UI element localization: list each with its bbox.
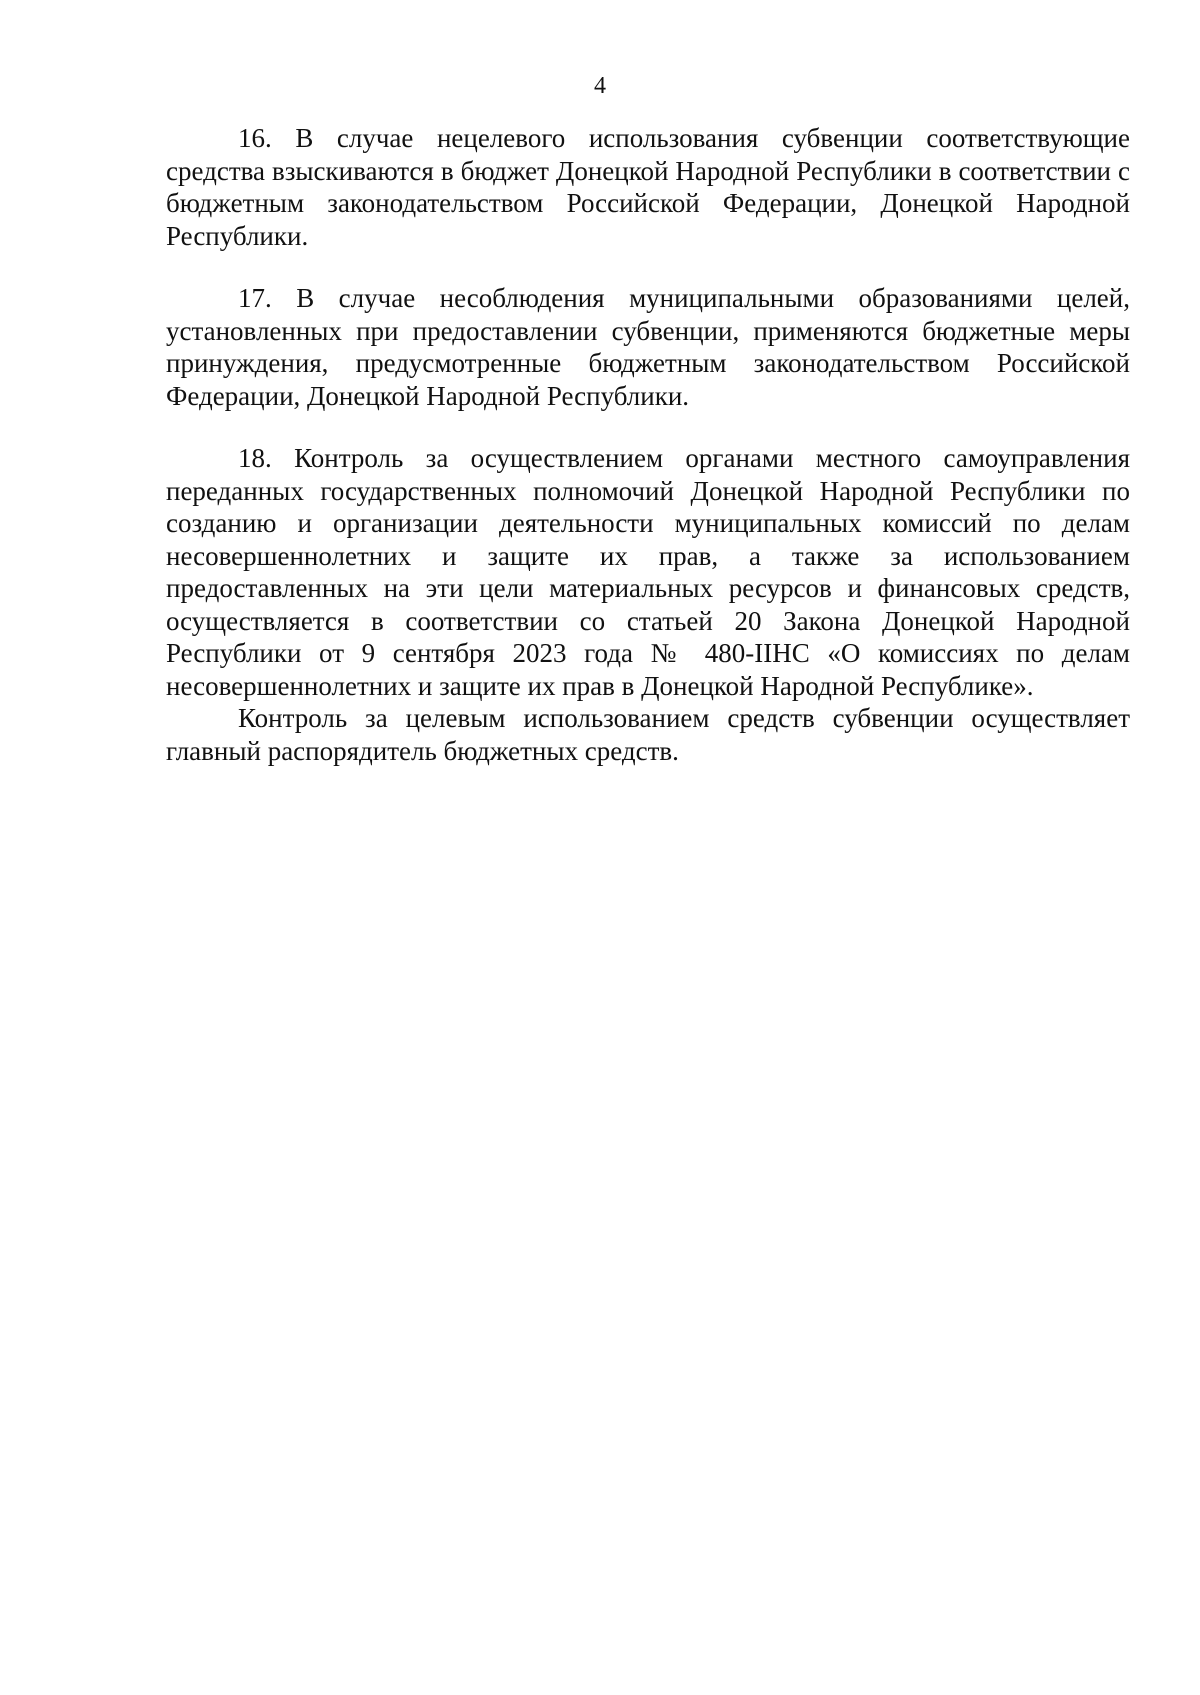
document-body [166,122,1130,767]
page-number: 4 [594,73,606,99]
paragraph-17: 17. В случае несоблюдения муниципальными образованиями целей, установленных при предоставлении субвенции, применяются бюджетные меры принуждения, предусмотренные бюджетным законодательством Российской Федерации, Донецкой Народной Республики. [166,283,1130,411]
paragraph-18: 18. Контроль за осуществлением органами местного самоуправления переданных государственных полномочий Донецкой Народной Республики по созданию и организации деятельности муниципальных комиссий по делам несовершеннолетних и защите их прав, а также за использованием предоставленных на эти цели материальных ресурсов и финансовых средств, осуществляется в соответствии со статьей 20 Закона Донецкой Народной Республики от 9 сентября 2023 года № 480-IIНС «О комиссиях по делам несовершеннолетних и защите их прав в Донецкой Народной Республике». [166,443,1130,701]
paragraph-16: 16. В случае нецелевого использования субвенции соответствующие средства взыскиваются в бюджет Донецкой Народной Республики в соответствии с бюджетным законодательством Российской Федерации, Донецкой Народной Республики. [166,123,1130,251]
paragraph-control: Контроль за целевым использованием средств субвенции осуществляет главный распорядитель бюджетных средств. [166,703,1130,766]
